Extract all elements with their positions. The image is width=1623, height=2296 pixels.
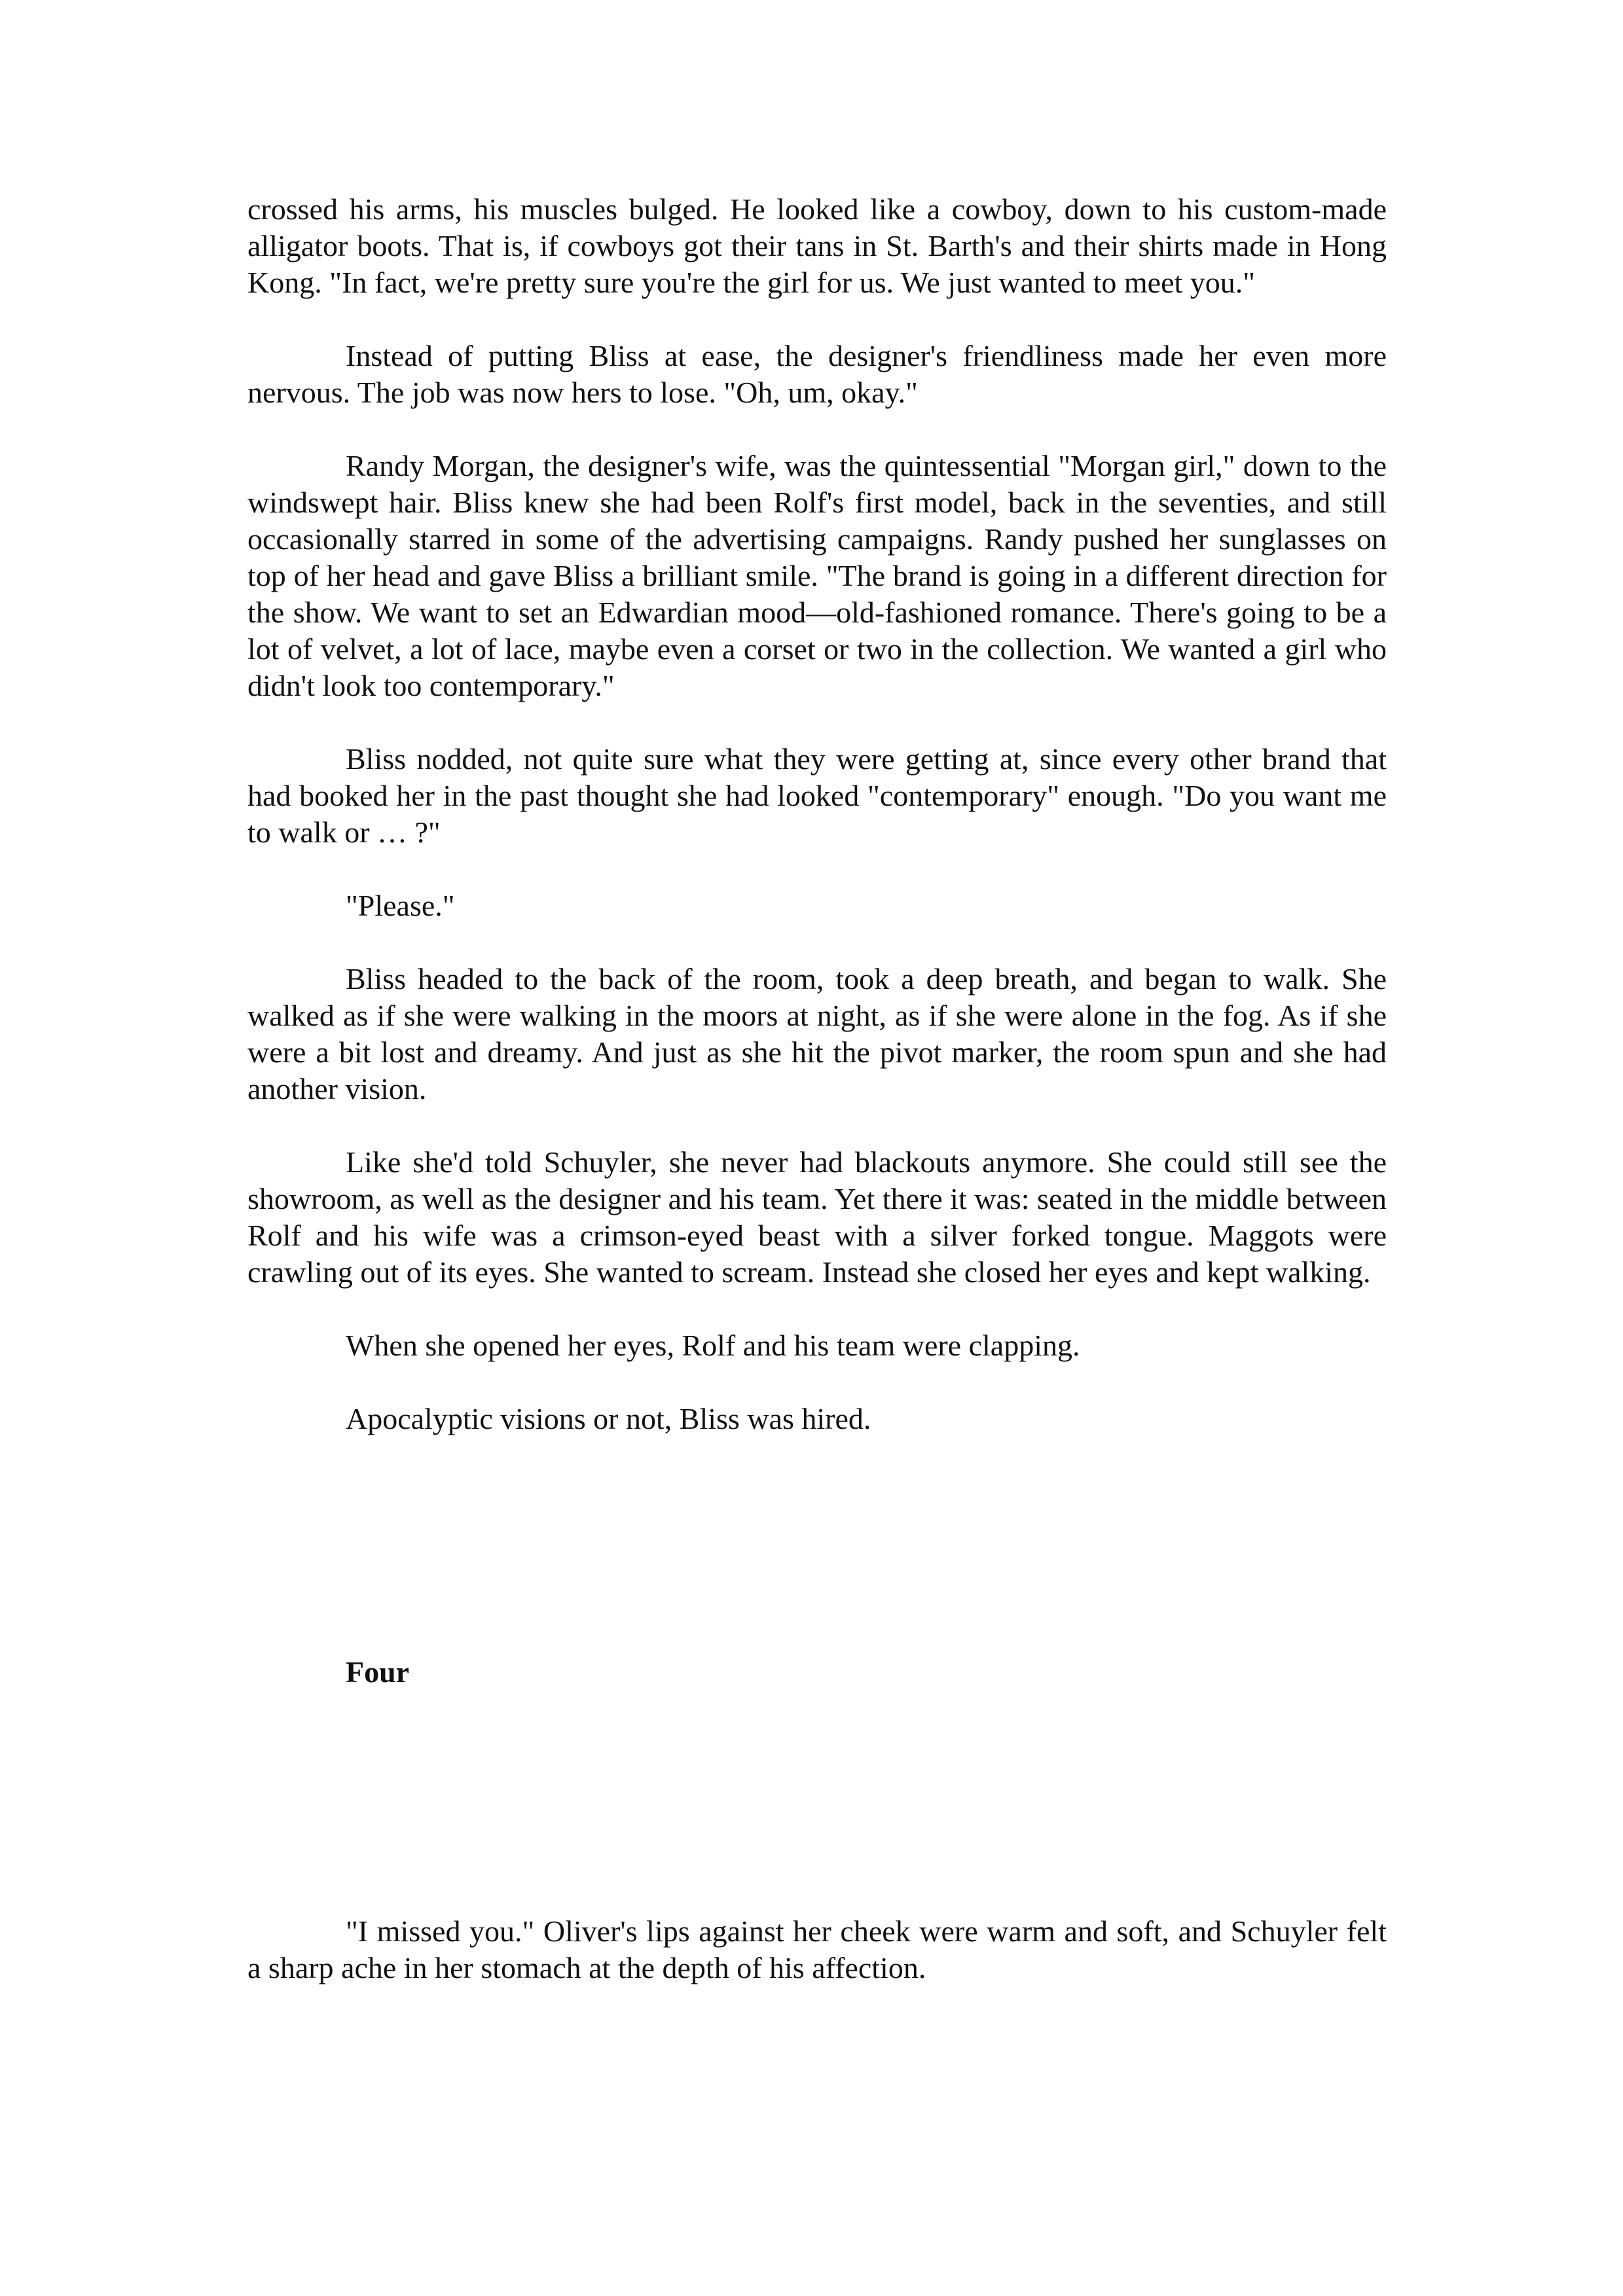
paragraph: Randy Morgan, the designer's wife, was the quintessential "Morgan girl," down to the windswept hair. Bliss knew she had been Rolf's first model, back in the seventies, and still occasionally starred in some of the advertising campaigns. Randy pushed her sunglasses on top of her head and gave Bliss a brilliant smile. "The brand is going in a different direction for the show. We want to set an Edwardian mood—old-fashioned romance. There's going to be a lot of velvet, a lot of lace, maybe even a corset or two in the collection. We wanted a girl who didn't look too contemporary." — [247, 449, 1387, 702]
paragraph: When she opened her eyes, Rolf and his team were clapping. — [346, 1329, 1080, 1362]
spacer — [247, 1691, 1387, 1913]
document-page — [247, 191, 1387, 2023]
paragraph: Like she'd told Schuyler, she never had blackouts anymore. She could still see the showroom, as well as the designer and his team. Yet there it was: seated in the middle between Rolf and his wife was a crimson-eyed beast with a silver forked tongue. Maggots were crawling out of its eyes. She wanted to scream. Instead she closed her eyes and kept walking. — [247, 1145, 1387, 1289]
chapter-heading: Four — [346, 1655, 410, 1689]
paragraph: Bliss headed to the back of the room, took a deep breath, and began to walk. She walked as if she were walking in the moors at night, as if she were alone in the fog. As if she were a bit lost and dreamy. And just as she hit the pivot marker, the room spun and she had another vision. — [247, 962, 1387, 1105]
paragraph: Bliss nodded, not quite sure what they were getting at, since every other brand that had booked her in the past thought she had looked "contemporary" enough. "Do you want me to walk or … ?" — [247, 742, 1387, 849]
paragraph: "I missed you." Oliver's lips against her cheek were warm and soft, and Schuyler felt a sharp ache in her stomach at the depth of his affection. — [247, 1914, 1387, 1984]
paragraph: Instead of putting Bliss at ease, the designer's friendliness made her even more nervous. The job was now hers to lose. "Oh, um, okay." — [247, 339, 1387, 409]
paragraph: Apocalyptic visions or not, Bliss was hired. — [346, 1402, 871, 1435]
paragraph: "Please." — [346, 889, 455, 922]
spacer — [247, 1474, 1387, 1654]
paragraph-continued: crossed his arms, his muscles bulged. He looked like a cowboy, down to his custom-made alligator boots. That is, if cowboys got their tans in St. Barth's and their shirts made in Hong Kong. "In fact, we're pretty sure you're the girl for us. We just wanted to meet you." — [247, 192, 1387, 299]
